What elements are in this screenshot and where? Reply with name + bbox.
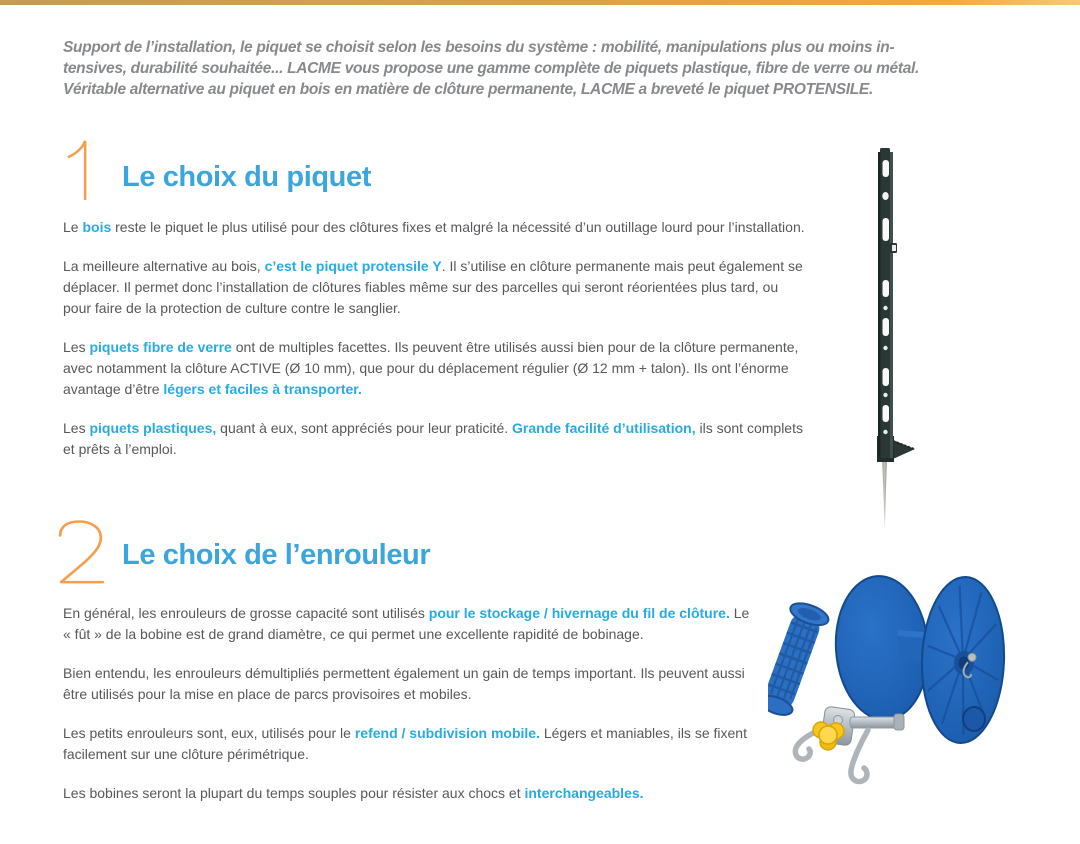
- highlight-text: pour le stockage / hivernage du fil de clôture.: [428, 605, 730, 621]
- section-number-glyph: [66, 140, 89, 200]
- highlight-text: piquets plastiques,: [89, 420, 217, 436]
- highlight-text: piquets fibre de verre: [89, 339, 232, 355]
- section-paragraphs: [63, 217, 808, 478]
- highlight-text: bois: [82, 219, 112, 235]
- section-title: Le choix du piquet: [122, 161, 371, 193]
- section-title: Le choix de l’enrouleur: [122, 539, 431, 571]
- section-paragraphs: [63, 603, 755, 822]
- paragraph: [63, 663, 755, 705]
- body-text: En général, les enrouleurs de grosse capacité sont utilisés: [63, 605, 429, 621]
- body-text: Légers et maniables, ils se fixent facilement sur une clôture périmétrique.: [63, 725, 747, 762]
- paragraph: [63, 256, 808, 319]
- highlight-text: interchangeables.: [524, 785, 644, 801]
- paragraph: [63, 337, 808, 400]
- body-text: quant à eux, sont appréciés pour leur praticité.: [216, 420, 513, 436]
- paragraph: [63, 723, 755, 765]
- body-text: Les: [63, 339, 90, 355]
- body-text: Bien entendu, les enrouleurs démultipliés permettent également un gain de temps important. Ils peuvent aussi être utilisés pour la mise en place de parcs provisoires et mobiles.: [63, 665, 745, 702]
- body-text: Le « fût » de la bobine est de grand diamètre, ce qui permet une excellente rapidité de bobinage.: [63, 605, 750, 642]
- body-text: Les: [63, 420, 90, 436]
- fence-post-image: [853, 146, 943, 531]
- body-text: ils sont complets et prêts à l’emploi.: [63, 420, 803, 457]
- paragraph: [63, 603, 755, 645]
- paragraph: [63, 217, 808, 238]
- highlight-text: Grande facilité d’utilisation,: [512, 420, 696, 436]
- highlight-text: refend / subdivision mobile.: [354, 725, 540, 741]
- body-text: ont de multiples facettes. Ils peuvent être utilisés aussi bien pour de la clôture permanente, avec notamment la clôture ACTIVE (Ø 10 mm), que pour du déplacement régulier (Ø 12 mm + talon). Ils ont l’énorme avantage d’être: [63, 339, 799, 397]
- body-text: . Il s’utilise en clôture permanente mais peut également se déplacer. Il permet donc l’installation de clôtures fiables même sur des parcelles qui seront réorientées plus tard, ou pour faire de la protection de culture contre le sanglier.: [63, 258, 803, 316]
- body-text: Le: [63, 219, 83, 235]
- highlight-text: légers et faciles à transporter.: [163, 381, 362, 397]
- intro-text: Support de l’installation, le piquet se choisit selon les besoins du système : mobilité, manipulations plus ou moins in- tensives, durabilité souhaitée... LACME vous propose une gamme complète de piquets plastique, fibre de verre ou métal. Véritable alternative au piquet en bois en matière de clôture permanente, LACME a breveté le piquet PROTENSILE.: [63, 38, 920, 98]
- highlight-text: c’est le piquet protensile Y: [264, 258, 442, 274]
- paragraph: [63, 418, 808, 460]
- top-accent-bar: [0, 0, 1080, 5]
- yellow-knob: [813, 722, 844, 750]
- body-text: Les bobines seront la plupart du temps souples pour résister aux chocs et: [63, 785, 525, 801]
- paragraph: [63, 783, 755, 804]
- section-number-glyph: [57, 520, 105, 586]
- body-text: La meilleure alternative au bois,: [63, 258, 265, 274]
- reel-image: [768, 568, 1018, 800]
- body-text: Les petits enrouleurs sont, eux, utilisés pour le: [63, 725, 355, 741]
- body-text: reste le piquet le plus utilisé pour des clôtures fixes et malgré la nécessité d’un outillage lourd pour l’installation.: [111, 219, 805, 235]
